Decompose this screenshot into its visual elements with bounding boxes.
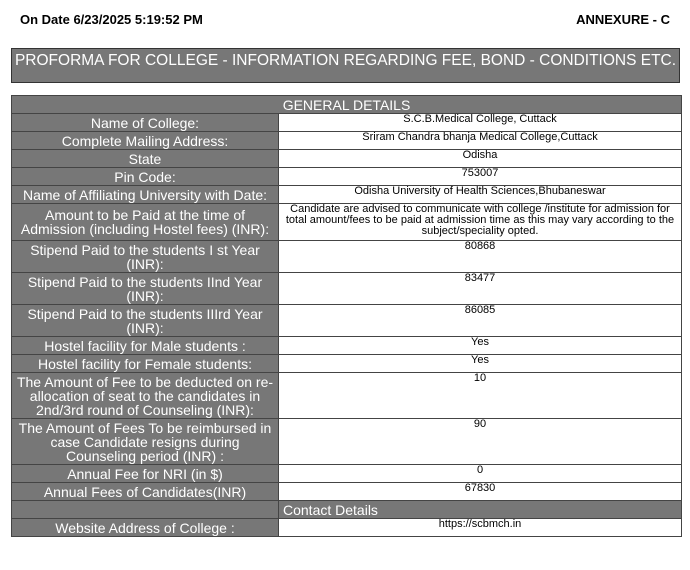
table-row <box>12 132 682 150</box>
section-header-row <box>12 96 682 114</box>
nri-fee-label: Annual Fee for NRI (in $) <box>12 465 279 483</box>
reimbursement-fee-value: 90 <box>279 419 682 465</box>
reimbursement-fee-label: The Amount of Fees To be reimbursed in case Candidate resigns during Counseling period (INR) : <box>12 419 279 465</box>
university-value: Odisha University of Health Sciences,Bhubaneswar <box>279 186 682 204</box>
table-row <box>12 114 682 132</box>
stipend-year1-value: 80868 <box>279 241 682 273</box>
annexure-label: ANNEXURE - C <box>576 12 670 27</box>
table-row <box>12 337 682 355</box>
contact-spacer <box>12 501 279 519</box>
table-row <box>12 373 682 419</box>
hostel-male-label: Hostel facility for Male students : <box>12 337 279 355</box>
mailing-address-value: Sriram Chandra bhanja Medical College,Cuttack <box>279 132 682 150</box>
stipend-year3-label: Stipend Paid to the students IIIrd Year (INR): <box>12 305 279 337</box>
contact-details-heading: Contact Details <box>279 501 682 519</box>
pin-code-value: 753007 <box>279 168 682 186</box>
hostel-female-label: Hostel facility for Female students: <box>12 355 279 373</box>
pin-code-label: Pin Code: <box>12 168 279 186</box>
admission-amount-value: Candidate are advised to communicate with college /institute for admission for total amount/fees to be paid at admission time as this may vary according to the subject/speciality opted. <box>279 204 682 241</box>
table-row <box>12 305 682 337</box>
proforma-title: PROFORMA FOR COLLEGE - INFORMATION REGARDING FEE, BOND - CONDITIONS ETC. <box>11 48 680 83</box>
stipend-year3-value: 86085 <box>279 305 682 337</box>
college-name-label: Name of College: <box>12 114 279 132</box>
state-label: State <box>12 150 279 168</box>
table-row <box>12 241 682 273</box>
reallocation-fee-value: 10 <box>279 373 682 419</box>
table-row <box>12 355 682 373</box>
section-header-row <box>12 501 682 519</box>
mailing-address-label: Complete Mailing Address: <box>12 132 279 150</box>
admission-amount-label: Amount to be Paid at the time of Admission (including Hostel fees) (INR): <box>12 204 279 241</box>
state-value: Odisha <box>279 150 682 168</box>
table-row <box>12 419 682 465</box>
hostel-female-value: Yes <box>279 355 682 373</box>
stipend-year2-value: 83477 <box>279 273 682 305</box>
nri-fee-value: 0 <box>279 465 682 483</box>
stipend-year1-label: Stipend Paid to the students I st Year (INR): <box>12 241 279 273</box>
general-details-heading: GENERAL DETAILS <box>12 96 682 114</box>
table-row <box>12 273 682 305</box>
annual-fee-label: Annual Fees of Candidates(INR) <box>12 483 279 501</box>
report-date: On Date 6/23/2025 5:19:52 PM <box>20 12 203 27</box>
table-row <box>12 168 682 186</box>
general-details-table <box>11 95 682 537</box>
website-label: Website Address of College : <box>12 519 279 537</box>
table-row <box>12 519 682 537</box>
table-row <box>12 150 682 168</box>
website-value[interactable]: https://scbmch.in <box>279 519 682 537</box>
college-name-value: S.C.B.Medical College, Cuttack <box>279 114 682 132</box>
table-row <box>12 204 682 241</box>
reallocation-fee-label: The Amount of Fee to be deducted on re-allocation of seat to the candidates in 2nd/3rd round of Counseling (INR): <box>12 373 279 419</box>
annual-fee-value: 67830 <box>279 483 682 501</box>
table-row <box>12 465 682 483</box>
university-label: Name of Affiliating University with Date: <box>12 186 279 204</box>
stipend-year2-label: Stipend Paid to the students IInd Year (INR): <box>12 273 279 305</box>
table-row <box>12 483 682 501</box>
table-row <box>12 186 682 204</box>
hostel-male-value: Yes <box>279 337 682 355</box>
